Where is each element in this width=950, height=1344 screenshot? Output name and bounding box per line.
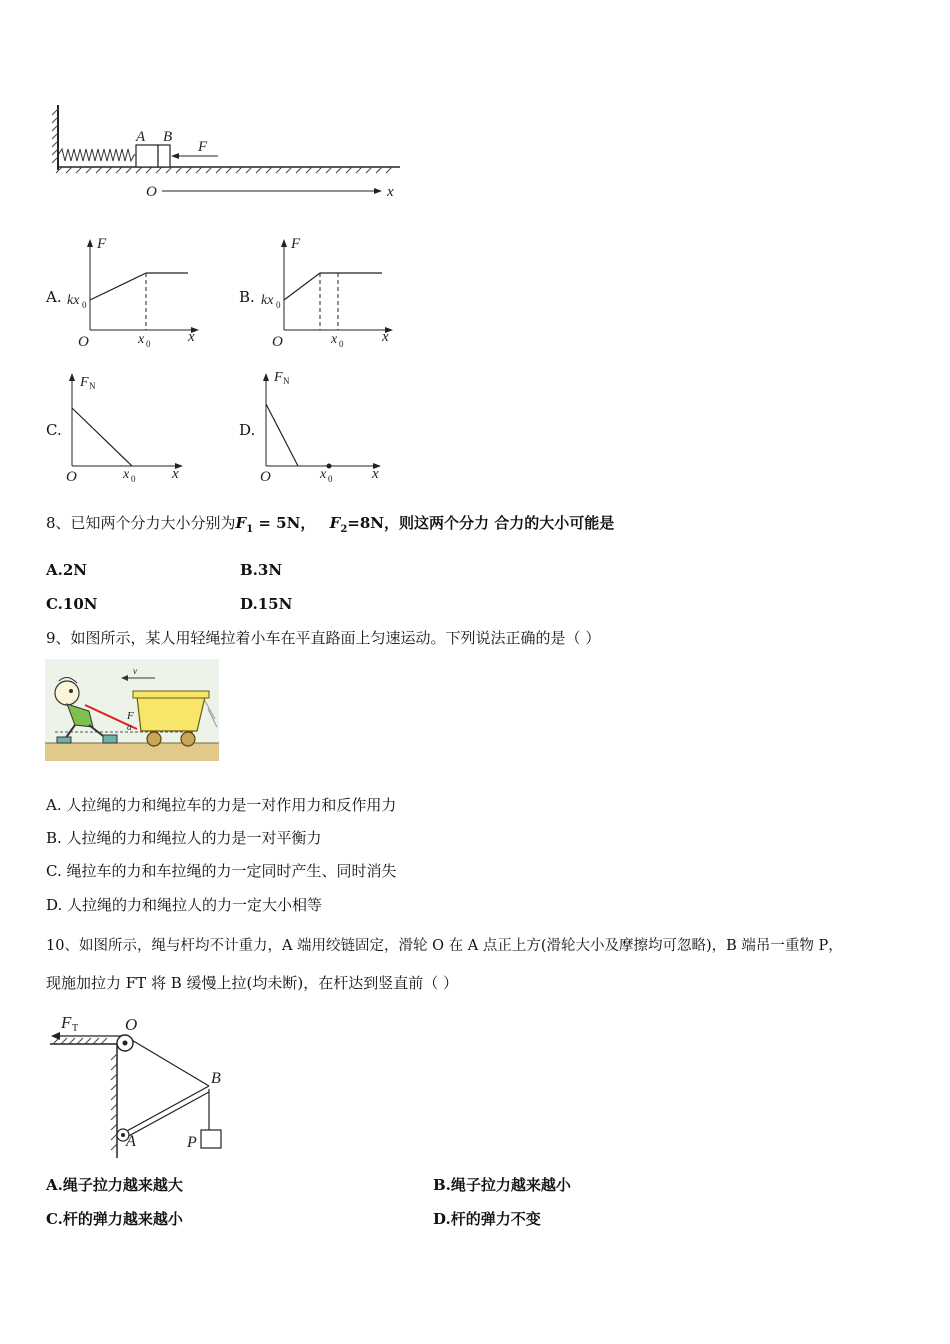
spring xyxy=(58,149,136,161)
option-c-label: C. xyxy=(46,421,62,439)
q10-option-d[interactable]: D.杆的弹力不变 xyxy=(433,1210,541,1228)
person-pulling-cart-figure xyxy=(45,659,219,761)
svg-text:N: N xyxy=(283,376,290,386)
q9-option-c[interactable]: C. 绳拉车的力和车拉绳的力一定同时产生、同时消失 xyxy=(46,862,397,880)
svg-text:v: v xyxy=(133,666,137,676)
svg-text:x: x xyxy=(382,329,389,345)
svg-text:F: F xyxy=(80,375,89,390)
q9-option-b[interactable]: B. 人拉绳的力和绳拉人的力是一对平衡力 xyxy=(46,829,322,847)
graph-option-d xyxy=(246,366,396,488)
q9-option-a[interactable]: A. 人拉绳的力和绳拉车的力是一对作用力和反作用力 xyxy=(46,796,397,814)
option-a-label: A. xyxy=(46,288,62,306)
block-b xyxy=(158,145,170,167)
svg-text:A: A xyxy=(126,1133,136,1150)
svg-text:0: 0 xyxy=(82,300,87,310)
label-o: O xyxy=(146,184,157,200)
q8-option-d[interactable]: D.15N xyxy=(240,595,293,613)
svg-text:F: F xyxy=(61,1013,72,1032)
q9-stem: 9、如图所示，某人用轻绳拉着小车在平直路面上匀速运动。下列说法正确的是（ ） xyxy=(46,629,601,647)
q10-stem-line1: 10、如图所示，绳与杆均不计重力，A 端用绞链固定，滑轮 O 在 A 点正上方(滑轮大小及摩擦均可忽略)，B 端吊一重物 P， xyxy=(46,938,843,954)
svg-text:O: O xyxy=(272,334,283,350)
graph-option-a xyxy=(62,232,212,350)
svg-text:P: P xyxy=(187,1134,197,1151)
pulley-rod-figure xyxy=(45,1010,245,1160)
svg-text:0: 0 xyxy=(328,474,333,484)
svg-text:0: 0 xyxy=(276,300,281,310)
graph-option-b xyxy=(256,232,406,350)
q9-option-d[interactable]: D. 人拉绳的力和绳拉人的力一定大小相等 xyxy=(46,896,323,914)
svg-text:F: F xyxy=(274,370,283,385)
svg-text:O: O xyxy=(66,469,77,485)
svg-text:x: x xyxy=(188,329,195,345)
label-b: B xyxy=(163,129,173,145)
svg-text:0: 0 xyxy=(146,339,151,349)
svg-text:x: x xyxy=(372,466,379,482)
q10-stem-line2: 现施加拉力 FT 将 B 缓慢上拉(均未断)，在杆达到竖直前（ ） xyxy=(46,974,458,992)
svg-text:0: 0 xyxy=(339,339,344,349)
svg-text:x: x xyxy=(331,332,338,347)
svg-text:x: x xyxy=(138,332,145,347)
person-head xyxy=(55,681,79,705)
svg-text:O: O xyxy=(78,334,89,350)
svg-text:O: O xyxy=(125,1015,138,1034)
q8-stem: 8、已知两个分力大小分别为$F_1 = 5N$， $F_2=8N$，则这两个分力 合力的大小可能是 xyxy=(46,514,615,535)
svg-text:x: x xyxy=(172,466,179,482)
q8-option-a[interactable]: A.2N xyxy=(46,561,88,579)
option-d-label: D. xyxy=(239,421,256,439)
svg-text:0: 0 xyxy=(131,474,136,484)
q10-option-b[interactable]: B.绳子拉力越来越小 xyxy=(433,1176,571,1194)
spring-block-figure xyxy=(40,95,420,210)
q10-option-a[interactable]: A.绳子拉力越来越大 xyxy=(46,1176,183,1194)
q10-option-c[interactable]: C.杆的弹力越来越小 xyxy=(46,1210,183,1228)
svg-text:F: F xyxy=(97,236,107,252)
svg-text:N: N xyxy=(89,381,96,391)
cart xyxy=(137,697,205,731)
svg-text:kx: kx xyxy=(261,293,274,308)
svg-text:F: F xyxy=(291,236,301,252)
svg-text:α: α xyxy=(127,722,132,732)
svg-text:x: x xyxy=(320,467,327,482)
svg-text:kx: kx xyxy=(67,293,80,308)
label-f: F xyxy=(198,139,208,155)
label-x: x xyxy=(387,184,394,200)
svg-text:B: B xyxy=(211,1070,221,1087)
weight-p xyxy=(201,1130,221,1148)
svg-text:O: O xyxy=(260,469,271,485)
block-a xyxy=(136,145,158,167)
option-b-label: B. xyxy=(239,288,255,306)
svg-text:F: F xyxy=(127,710,134,722)
q8-option-b[interactable]: B.3N xyxy=(240,561,283,579)
svg-text:T: T xyxy=(72,1023,79,1034)
graph-option-c xyxy=(52,366,202,488)
label-a: A xyxy=(136,129,146,145)
svg-text:x: x xyxy=(123,467,130,482)
q8-option-c[interactable]: C.10N xyxy=(46,595,98,613)
